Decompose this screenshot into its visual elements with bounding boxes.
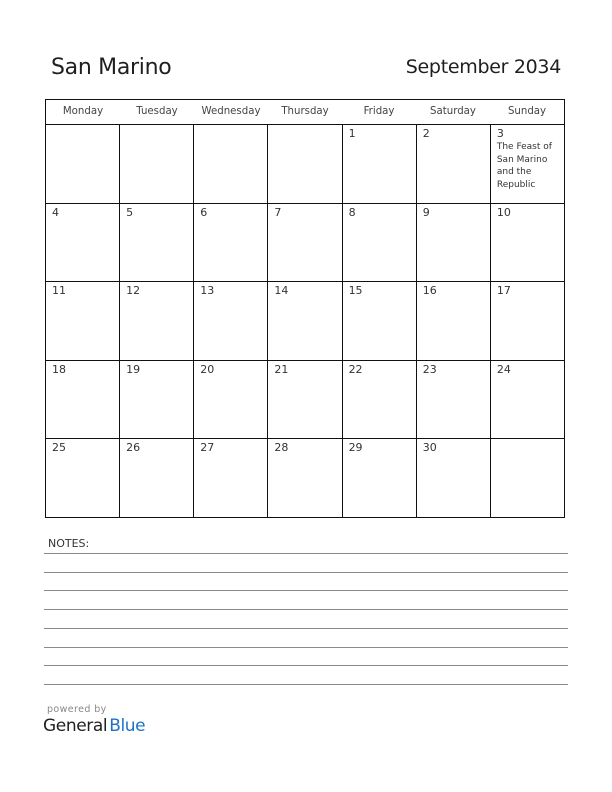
day-number: 14 [274, 284, 289, 298]
day-cell [46, 125, 120, 203]
notes-line [44, 572, 568, 573]
day-cell [491, 282, 564, 360]
notes-label: NOTES: [48, 537, 90, 550]
day-cell [194, 439, 268, 517]
day-number: 3 [496, 127, 504, 140]
day-number: 12 [126, 284, 141, 298]
day-number: 7 [274, 205, 282, 219]
day-number: 22 [348, 362, 363, 376]
week-row [46, 361, 564, 440]
week-row [46, 125, 564, 204]
day-number: 26 [126, 441, 141, 455]
month-year-title: September 2034 [405, 56, 561, 78]
day-cell [491, 204, 564, 282]
day-cell [343, 282, 417, 360]
notes-line [44, 647, 568, 648]
weekday-tuesday: Tuesday [136, 106, 178, 117]
weekday-thursday: Thursday [281, 106, 329, 117]
day-number: 4 [52, 205, 59, 219]
day-cell [194, 125, 268, 203]
day-number: 1 [348, 127, 356, 140]
day-number: 28 [274, 441, 289, 455]
day-cell [417, 439, 491, 517]
day-cell [417, 361, 491, 439]
day-number: 15 [348, 284, 363, 298]
day-cell [491, 361, 564, 439]
day-number: 2 [422, 127, 430, 140]
day-cell [491, 125, 564, 203]
day-number: 25 [52, 441, 66, 455]
day-cell [120, 204, 194, 282]
day-number: 9 [422, 205, 430, 219]
day-cell [194, 361, 268, 439]
day-number: 10 [496, 205, 511, 219]
holiday-label: The Feast of San Marino and the Republic [496, 142, 552, 190]
day-cell [120, 361, 194, 439]
day-number: 16 [422, 284, 437, 298]
day-number: 21 [274, 362, 289, 376]
day-cell [120, 125, 194, 203]
notes-line [44, 684, 568, 685]
notes-line [44, 628, 568, 629]
day-cell [417, 125, 491, 203]
day-number: 20 [200, 362, 215, 376]
notes-line [44, 665, 568, 666]
week-row [46, 204, 564, 283]
day-cell [120, 282, 194, 360]
day-cell [343, 204, 417, 282]
generalblue-logo [43, 716, 145, 736]
notes-line [44, 609, 568, 610]
day-number: 29 [348, 441, 363, 455]
day-cell [46, 361, 120, 439]
weekday-wednesday: Wednesday [201, 106, 261, 117]
calendar-grid [45, 99, 565, 518]
day-cell [194, 282, 268, 360]
weekday-header-row [46, 100, 564, 125]
day-cell [268, 439, 342, 517]
day-cell [343, 361, 417, 439]
day-number: 23 [422, 362, 437, 376]
brand-blue: Blue [109, 716, 146, 736]
weekday-monday: Monday [62, 106, 104, 117]
day-cell [46, 282, 120, 360]
week-row [46, 439, 564, 517]
day-number: 19 [126, 362, 141, 376]
day-cell [46, 439, 120, 517]
day-cell [343, 439, 417, 517]
day-number: 30 [422, 441, 437, 455]
day-number: 27 [200, 441, 215, 455]
country-title: San Marino [51, 55, 172, 80]
day-number: 24 [496, 362, 511, 376]
day-number: 5 [126, 205, 134, 219]
day-cell [46, 204, 120, 282]
day-number: 18 [52, 362, 66, 376]
day-cell [417, 204, 491, 282]
week-row [46, 282, 564, 361]
day-cell [268, 125, 342, 203]
day-cell [417, 282, 491, 360]
day-cell [120, 439, 194, 517]
weekday-sunday: Sunday [507, 106, 547, 117]
weekday-saturday: Saturday [430, 106, 476, 117]
day-cell [268, 282, 342, 360]
notes-line [44, 590, 568, 591]
day-number: 13 [200, 284, 215, 298]
notes-line [44, 553, 568, 554]
weekday-friday: Friday [363, 106, 395, 117]
day-cell [491, 439, 564, 517]
day-number: 11 [52, 284, 66, 298]
brand-general: General [43, 716, 108, 736]
day-cell [194, 204, 268, 282]
day-cell [268, 361, 342, 439]
day-cell [268, 204, 342, 282]
powered-by-text: powered by [47, 704, 107, 715]
day-number: 6 [200, 205, 208, 219]
day-number: 17 [496, 284, 511, 298]
day-cell [343, 125, 417, 203]
day-number: 8 [348, 205, 356, 219]
